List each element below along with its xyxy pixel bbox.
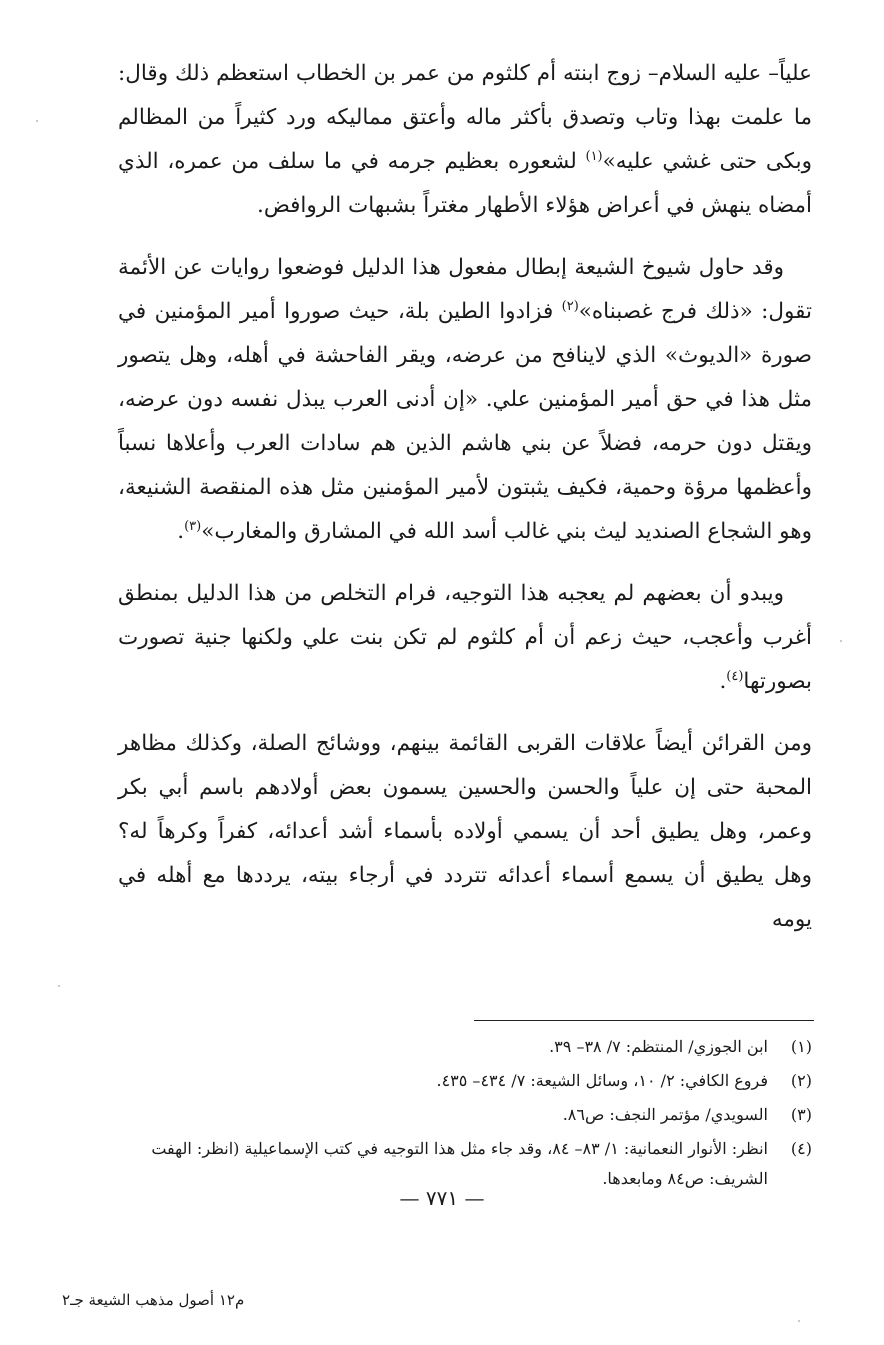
footnote-number: (٤) — [790, 1139, 812, 1158]
paper-speck — [798, 1320, 800, 1322]
paragraph-1 — [118, 52, 812, 228]
paragraph-3-text-end: . — [719, 669, 727, 694]
footnote-1 — [110, 1032, 812, 1062]
footnote-text: السويدي/ مؤتمر النجف: ص٨٦. — [562, 1105, 768, 1124]
footnote-ref-3[interactable]: (٣) — [184, 518, 202, 534]
paragraph-3-text: ويبدو أن بعضهم لم يعجبه هذا التوجيه، فرام التخلص من هذا الدليل بمنطق أغرب وأعجب، حيث زعم أن أم كلثوم لم تكن بنت علي ولكنها جنية تصورت بصورتها — [118, 581, 812, 694]
paragraph-3 — [118, 572, 812, 704]
footnote-number: (٢) — [790, 1071, 812, 1090]
paper-speck — [840, 640, 842, 642]
footnote-text: فروع الكافي: ٢/ ١٠، وسائل الشيعة: ٧/ ٤٣٤– ٤٣٥. — [436, 1071, 768, 1090]
footnote-3 — [110, 1100, 812, 1130]
footnote-ref-4[interactable]: (٤) — [726, 668, 744, 684]
footnote-divider — [474, 1020, 814, 1021]
footnote-text: ابن الجوزي/ المنتظم: ٧/ ٣٨– ٣٩. — [549, 1037, 768, 1056]
footnote-4 — [110, 1134, 812, 1194]
paper-speck — [36, 120, 38, 122]
paragraph-2-text-cont: فزادوا الطين بلة، حيث صوروا أمير المؤمنين في صورة «الديوث» الذي لاينافح من عرضه، ويقر الفاحشة في أهله، وهل يتصور مثل هذا في حق أمير المؤمنين علي. «إن أدنى العرب يبذل نفسه دون عرضه، ويقتل دون حرمه، فضلاً عن بني هاشم الذين هم سادات العرب وأعلاها نسباً وأعظمها مرؤة وحمية، فكيف يثبتون لأمير المؤمنين مثل هذه المنقصة الشنيعة، وهو الشجاع الصنديد ليث بني غالب أسد الله في المشارق والمغارب» — [118, 299, 812, 544]
paragraph-4 — [118, 722, 812, 942]
footnote-number: (٣) — [790, 1105, 812, 1124]
page-number: — ٧٧١ — — [399, 1186, 485, 1210]
paragraph-2 — [118, 246, 812, 554]
paragraph-4-text: ومن القرائن أيضاً علاقات القربى القائمة بينهم، ووشائج الصلة، وكذلك مظاهر المحبة حتى إن علياً والحسن والحسين يسمون بعض أولادهم باسم أبي بكر وعمر، وهل يطيق أحد أن يسمي أولاده بأسماء أشد أعدائه، كفراً وكرهاً له؟ وهل يطيق أن يسمع أسماء أعدائه تتردد في أرجاء بيته، يرددها مع أهله في يومه — [118, 731, 812, 932]
footnote-ref-1[interactable]: (١) — [585, 148, 603, 164]
footnote-2 — [110, 1066, 812, 1096]
paragraph-1-text-cont: لشعوره بعظيم جرمه في ما سلف من عمره، الذي أمضاه ينهش في أعراض هؤلاء الأطهار مغتراً بشبهات الروافض. — [118, 149, 812, 218]
footnotes — [110, 1032, 812, 1198]
footnote-ref-2[interactable]: (٢) — [561, 298, 579, 314]
paper-speck — [58, 985, 60, 987]
body-text — [118, 52, 812, 960]
footnote-text: انظر: الأنوار النعمانية: ١/ ٨٣– ٨٤، وقد جاء مثل هذا التوجيه في كتب الإسماعيلية (انظر: الهفت الشريف: ص٨٤ ومابعدها. — [151, 1139, 768, 1188]
footnote-number: (١) — [790, 1037, 812, 1056]
paragraph-2-text: وقد حاول شيوخ الشيعة إبطال مفعول هذا الدليل فوضعوا روايات عن الأئمة تقول: «ذلك فرج غصبناه» — [118, 255, 812, 324]
paragraph-2-text-end: . — [177, 519, 185, 544]
paragraph-1-text: علياً– عليه السلام– زوج ابنته أم كلثوم من عمر بن الخطاب استعظم ذلك وقال: ما علمت بهذا وتاب وتصدق بأكثر ماله وأعتق مماليكه ورد كثيراً من المظالم وبكى حتى غشي عليه» — [118, 61, 812, 174]
printer-signature: م١٢ أصول مذهب الشيعة جـ٢ — [62, 1291, 245, 1309]
